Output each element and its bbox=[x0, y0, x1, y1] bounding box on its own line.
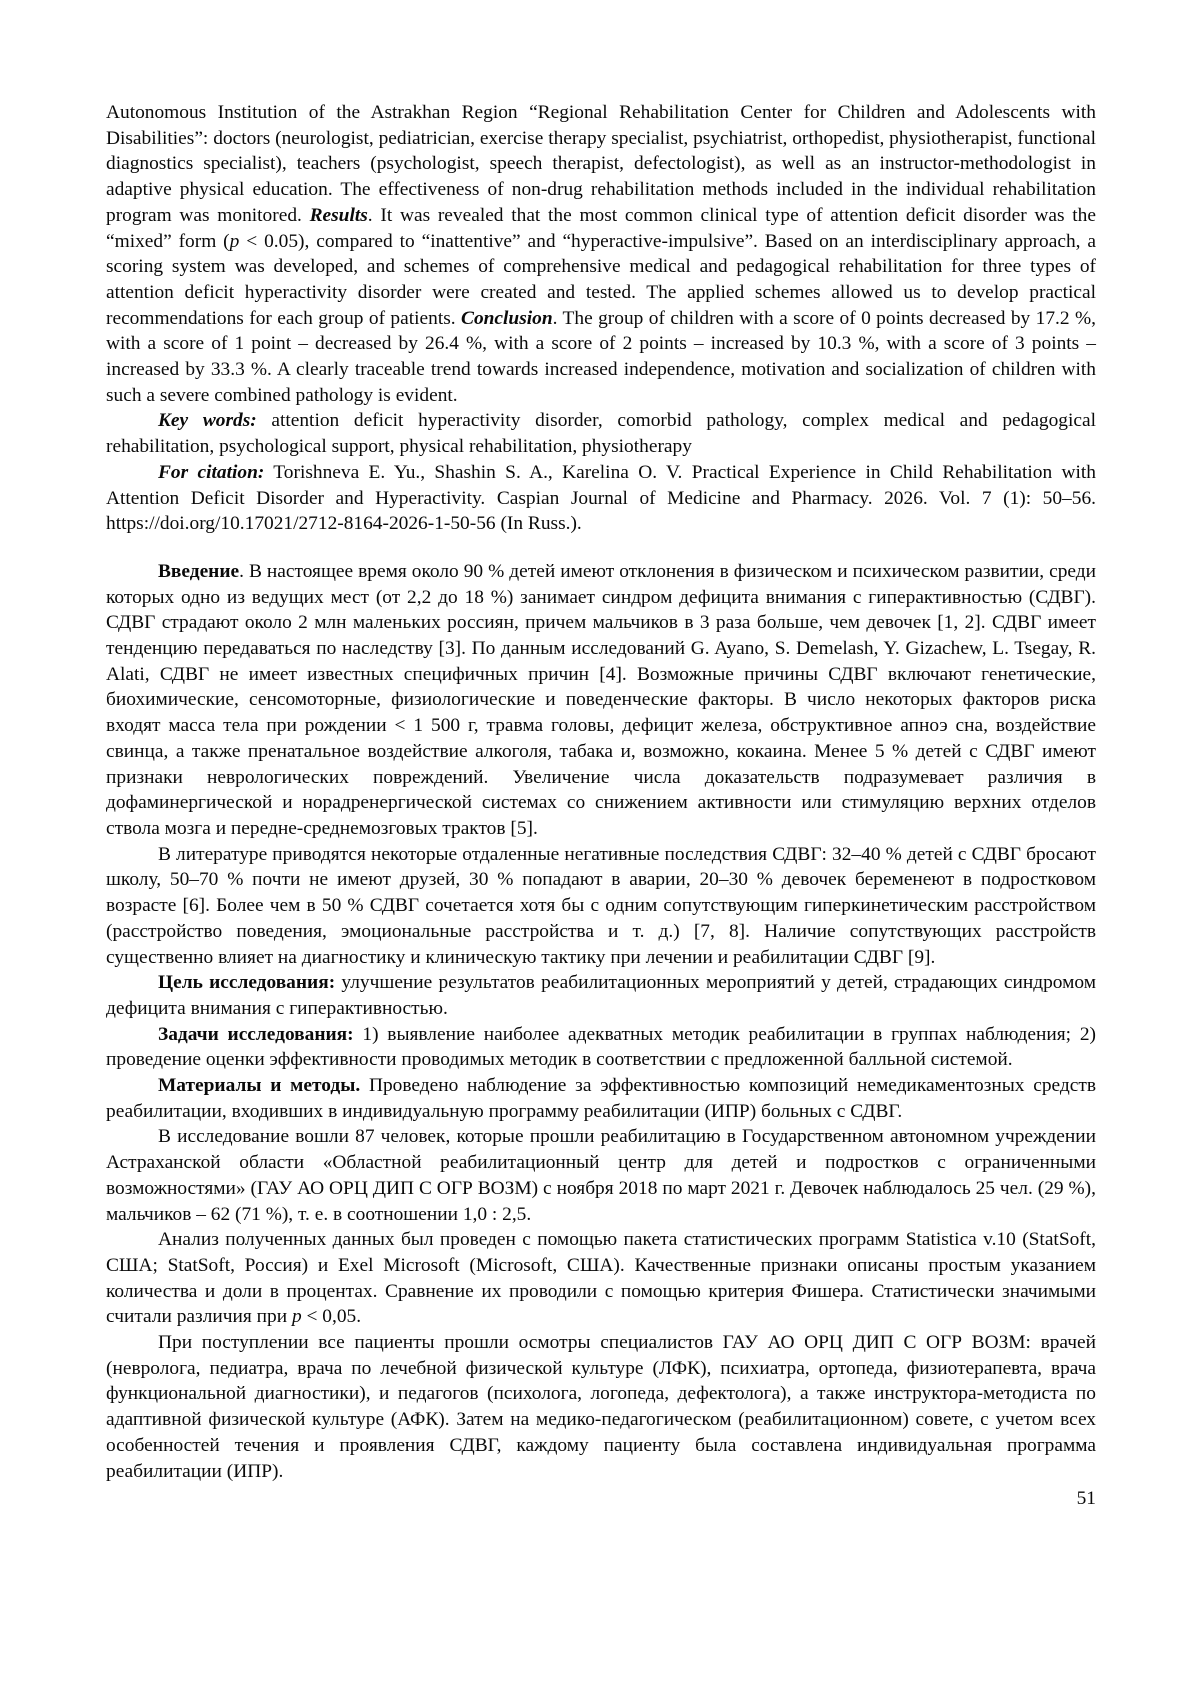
text-segment: улучшение результатов реабилитационных мероприятий у детей, страдающих синдромом дефицита внимания с гиперактивностью. bbox=[106, 972, 1097, 1019]
text-segment: В исследование вошли 87 человек, которые прошли реабилитацию в Государственном автономном учреждении Астраханской области «Областной реабилитационный центр для детей и подростков с ограниченными возможностями» (ГАУ АО ОРЦ ДИП С ОГР ВОЗМ) с ноября 2018 по март 2021 г. Девочек наблюдалось 25 чел. (29 %), мальчиков – 62 (71 %), т. е. в соотношении 1,0 : 2,5. bbox=[106, 1126, 1096, 1225]
paragraph-abstract-continuation bbox=[106, 100, 1096, 408]
text-segment: При поступлении все пациенты прошли осмотры специалистов ГАУ АО ОРЦ ДИП С ОГР ВОЗМ: врачей (невролога, педиатра, врача по лечебной физической культуре (ЛФК), психиатра, ортопеда, физиотерапевта, врача функциональной диагностики), и педагогов (психолога, логопеда, дефектолога), а также инструктора-методиста по адаптивной физической культуре (АФК). Затем на медико-педагогическом (реабилитационном) совете, с учетом всех особенностей течения и проявления СДВГ, каждому пациенту была составлена индивидуальная программа реабилитации (ИПР). bbox=[106, 1332, 1096, 1482]
text-segment: Введение bbox=[158, 560, 240, 582]
text-segment: Проведено наблюдение за эффективностью композиций немедикаментозных средств реабилитации, входивших в индивидуальную программу реабилитации (ИПР) больных с СДВГ. bbox=[106, 1075, 1096, 1122]
text-segment: Задачи исследования: bbox=[158, 1023, 354, 1045]
paragraph-for-citation bbox=[106, 460, 1096, 537]
paragraph-statistical-analysis bbox=[106, 1227, 1096, 1330]
paragraph-zadachi-issledovaniya bbox=[106, 1022, 1096, 1073]
text-segment: Autonomous Institution of the Astrakhan Region “Regional Rehabilitation Center for Children and Adolescents with Disabilities”: doctors (neurologist, pediatrician, exercise therapy specialist, psychiatrist, orthopedist, physiotherapist, functional diagnostics specialist), teachers (psychologist, speech therapist, defectologist), as well as an instructor-methodologist in adaptive physical education. The effectiveness of non-drug rehabilitation methods included in the individual rehabilitation program was monitored. bbox=[106, 102, 1096, 226]
paragraph-admission-examinations bbox=[106, 1330, 1096, 1484]
paragraph-tsel-issledovaniya bbox=[106, 970, 1096, 1021]
document-body bbox=[106, 100, 1096, 1484]
text-segment: < 0.05), compared to “inattentive” and “hyperactive-impulsive”. Based on an interdisciplinary approach, a scoring system was developed, and schemes of comprehensive medical and pedagogical rehabilitation for three types of attention deficit hyperactivity disorder were created and tested. The applied schemes allowed us to develop practical recommendations for each group of patients. bbox=[106, 230, 1097, 329]
text-segment: Материалы и методы. bbox=[158, 1075, 361, 1097]
text-segment: attention deficit hyperactivity disorder, comorbid pathology, complex medical and pedagogical rehabilitation, psychological support, physical rehabilitation, physiotherapy bbox=[106, 410, 1096, 458]
paragraph-literature-consequences bbox=[106, 842, 1096, 971]
text-segment: Анализ полученных данных был проведен с помощью пакета статистических программ Statistica v.10 (StatSoft, США; StatSoft, Россия) и Exel Microsoft (Microsoft, США). Качественные признаки описаны простым указанием количества и доли в процентах. Сравнение их проводили с помощью критерия Фишера. Статистически значимыми считали различия при bbox=[106, 1229, 1096, 1328]
text-segment: В литературе приводятся некоторые отдаленные негативные последствия СДВГ: 32–40 % детей с СДВГ бросают школу, 50–70 % почти не имеют друзей, 30 % попадают в аварии, 20–30 % девочек беременеют в подростковом возрасте [6]. Более чем в 50 % СДВГ сочетается хотя бы с одним сопутствующим гиперкинетическим расстройством (расстройство поведения, эмоциональные расстройства и т. д.) [7, 8]. Наличие сопутствующих расстройств существенно влияет на диагностику и клиническую тактику при лечении и реабилитации СДВГ [9]. bbox=[106, 843, 1096, 968]
text-segment: . The group of children with a score of 0 points decreased by 17.2 %, with a score of 1 point – decreased by 26.4 %, with a score of 2 points – increased by 10.3 %, with a score of 3 points – increased by 33.3 %. A clearly traceable trend towards increased independence, motivation and socialization of children with such a severe combined pathology is evident. bbox=[106, 307, 1096, 406]
text-segment: < 0,05. bbox=[301, 1306, 362, 1328]
text-segment: For citation: bbox=[158, 461, 265, 483]
text-segment: p bbox=[229, 230, 240, 252]
paragraph-key-words bbox=[106, 408, 1096, 459]
text-segment: Key words: bbox=[158, 410, 257, 432]
paragraph-study-cohort bbox=[106, 1124, 1096, 1227]
text-segment: Torishneva E. Yu., Shashin S. A., Karelina O. V. Practical Experience in Child Rehabilitation with Attention Deficit Disorder and Hyperactivity. Caspian Journal of Medicine and Pharmacy. 2026. Vol. 7 (1): 50–56. https://doi.org/10.17021/2712-8164-2026-1-50-56 (In Russ.). bbox=[106, 461, 1096, 535]
paragraph-materialy-i-metody bbox=[106, 1073, 1096, 1124]
text-segment: Conclusion bbox=[461, 307, 553, 329]
text-segment: . It was revealed that the most common clinical type of attention deficit disorder was the “mixed” form ( bbox=[106, 204, 1096, 252]
paragraph-vvedenie bbox=[106, 559, 1096, 842]
text-segment: p bbox=[291, 1306, 302, 1328]
page-content bbox=[106, 100, 1096, 1512]
text-segment: . В настоящее время около 90 % детей имеют отклонения в физическом и психическом развитии, среди которых одно из ведущих мест (от 2,2 до 18 %) занимает синдром дефицита внимания с гиперактивностью (СДВГ). СДВГ страдают около 2 млн маленьких россиян, причем мальчиков в 3 раза больше, чем девочек [1, 2]. СДВГ имеет тенденцию передаваться по наследству [3]. По данным исследований G. Ayano, S. Demelash, Y. Gizachew, L. Tsegay, R. Alati, СДВГ не имеет известных специфичных причин [4]. Возможные причины СДВГ включают генетические, биохимические, сенсомоторные, физиологические и поведенческие факторы. В число некоторых факторов риска входят масса тела при рождении < 1 500 г, травма головы, дефицит железа, обструктивное апноэ сна, воздействие свинца, а также пренатальное воздействие алкоголя, табака и, возможно, кокаина. Менее 5 % детей с СДВГ имеют признаки неврологических повреждений. Увеличение числа доказательств подразумевает различия в дофаминергической и норадренергической системах со снижением активности или стимуляцию верхних отделов ствола мозга и передне-среднемозговых трактов [5]. bbox=[106, 560, 1096, 839]
text-segment: 1) выявление наиболее адекватных методик реабилитации в группах наблюдения; 2) проведение оценки эффективности проводимых методик в соответствии с предложенной балльной системой. bbox=[106, 1023, 1096, 1071]
text-segment: Цель исследования: bbox=[158, 972, 336, 994]
text-segment: Results bbox=[309, 204, 368, 226]
page-number: 51 bbox=[1076, 1488, 1096, 1510]
